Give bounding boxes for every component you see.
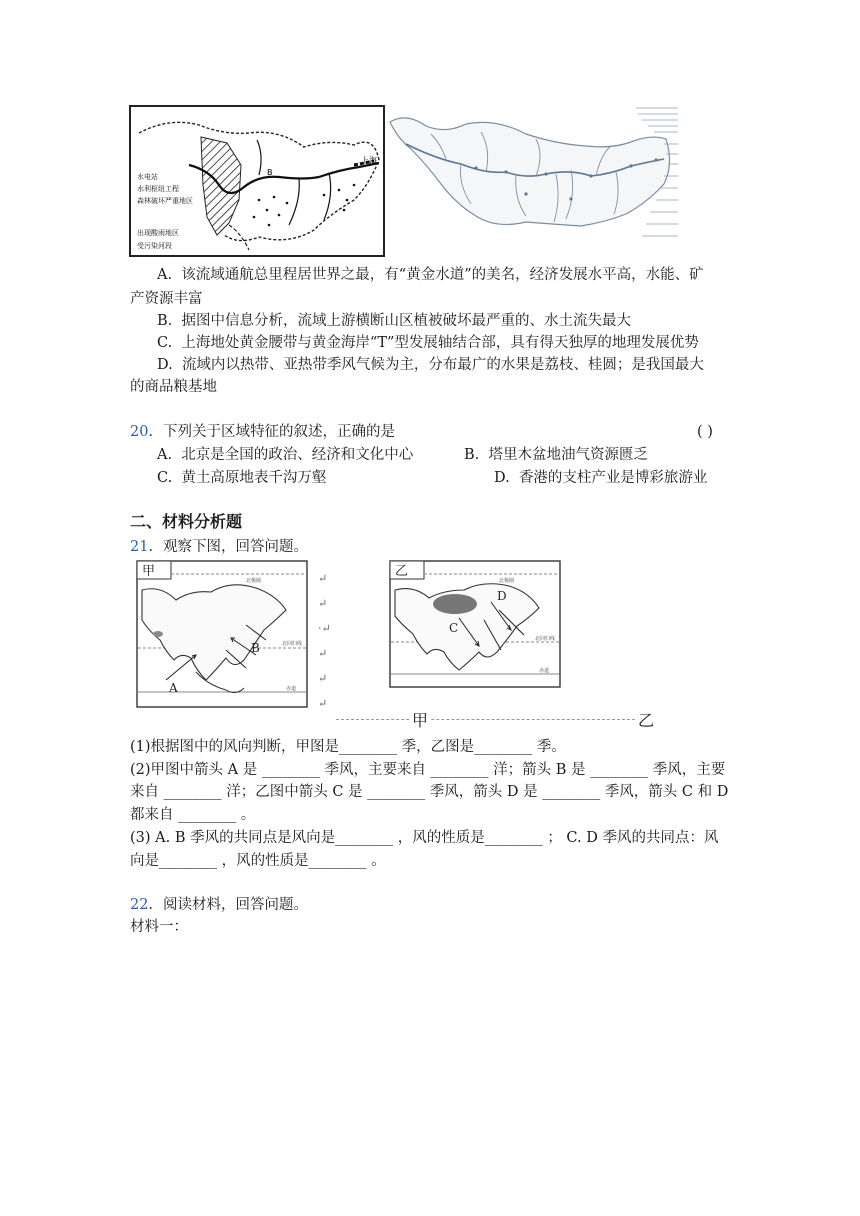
q19-option-a (157, 265, 704, 285)
option-text: 上海地处黄金腰带与黄金海岸“T”型发展轴结合部，具有得天独厚的地理发展优势 (181, 335, 699, 351)
option-text: 塔里木盆地油气资源匮乏 (488, 447, 648, 463)
q19-option-c (157, 333, 699, 353)
option-text: 该流域通航总里程居世界之最，有“黄金水道”的美名，经济发展水平高，水能、矿 (181, 267, 704, 283)
map1-city-label: 上海 (361, 156, 377, 165)
q20-stem: 20．下列关于区域特征的叙述，正确的是 (130, 424, 395, 440)
q21-line-2: (2)甲图中箭头 A 是 ________ 季风，主要来自 ________ 洋；箭头 B 是 ________ 季风，主要 (130, 762, 726, 778)
arctic-circle-label: 北极圈 (499, 578, 515, 584)
option-letter: D. (494, 470, 510, 486)
q21-stem: 21．观察下图，回答问题。 (130, 539, 308, 555)
yangtze-map-left (129, 105, 385, 257)
question-stem: 阅读材料，回答问题。 (162, 897, 308, 913)
option-letter: D. (157, 357, 173, 373)
q20-option-a (157, 445, 413, 465)
option-text: 香港的支柱产业是博彩旅游业 (518, 470, 708, 486)
q20-option-b (464, 445, 648, 465)
option-letter: B. (464, 447, 480, 463)
option-letter: C. (157, 335, 173, 351)
q21-line-1: (1)根据图中的风向判断，甲图是________ 季，乙图是________ 季。 (130, 739, 566, 755)
legend-item-2: 水利枢纽工程 (137, 185, 179, 193)
q22-material: 材料一： (130, 919, 188, 935)
monsoon-map-jia (136, 560, 308, 708)
legend-item-1: 水电站 (137, 173, 158, 181)
question-stem: 观察下图，回答问题。 (162, 539, 308, 555)
equator-label: 赤道 (286, 686, 297, 692)
option-text: 黄土高原地表千沟万壑 (181, 470, 327, 486)
map1-label-b: B (267, 168, 273, 177)
q21-line-4: 都来自 ________ 。 (130, 807, 256, 823)
equator-label: 赤道 (539, 668, 550, 674)
answer-paren: ( ) (697, 424, 713, 440)
q22-stem: 22．阅读材料，回答问题。 (130, 897, 308, 913)
question-number: 22 (130, 897, 149, 913)
option-text: 北京是全国的政治、经济和文化中心 (181, 447, 414, 463)
tropic-label: 北回归线 (535, 636, 556, 642)
option-letter: A. (157, 267, 173, 283)
legend-item-5: 受污染河段 (137, 242, 172, 250)
monsoon-map-yi (389, 560, 561, 688)
q21-line-6: 向是________ ，风的性质是________ 。 (130, 853, 386, 869)
caption-jia: 甲 (410, 708, 430, 731)
map-tag-yi: 乙 (395, 564, 409, 579)
q19-option-a-cont: 产资源丰富 (130, 291, 203, 307)
caption-yi: 乙 (636, 708, 656, 731)
tropic-label: 北回归线 (282, 641, 303, 647)
arrow-label-d: D (497, 589, 507, 603)
caption-divider (336, 719, 640, 720)
q20-option-c (157, 468, 326, 488)
map-tag-jia: 甲 (142, 564, 156, 579)
arrow-label-b: B (251, 641, 260, 655)
question-number: 21 (130, 539, 149, 555)
legend-item-3: 森林破坏严重地区 (137, 197, 193, 205)
yangtze-map-right (386, 104, 681, 244)
arctic-circle-label: 北极圈 (246, 578, 262, 584)
q19-option-d-cont: 的商品粮基地 (130, 379, 217, 395)
q21-line-3: 来自 ________ 洋；乙图中箭头 C 是 ________ 季风，箭头 D 是 ________ 季风，箭头 C 和 D (130, 784, 729, 800)
legend-item-4: 出现酸雨地区 (137, 229, 179, 237)
section-title: 二、材料分析题 (130, 512, 243, 531)
arrow-label-c: C (449, 621, 459, 635)
option-text: 流域内以热带、亚热带季风气候为主，分布最广的水果是荔枝、桂圆；是我国最大 (181, 357, 704, 373)
option-letter: A. (157, 447, 173, 463)
paragraph-marks: ↵ ↵ ·↵ ↵ ↵ ↵ (318, 572, 331, 710)
question-number: 20 (130, 424, 149, 440)
q19-option-b (157, 311, 631, 331)
q20-option-d (494, 468, 707, 488)
q19-option-d (157, 355, 704, 375)
arrow-label-a: A (169, 681, 178, 695)
q21-line-5: (3) A. B 季风的共同点是风向是________ ，风的性质是________ ； C. D 季风的共同点：风 (130, 830, 719, 846)
option-letter: B. (157, 313, 173, 329)
option-text: 据图中信息分析，流域上游横断山区植被破坏最严重的、水土流失最大 (181, 313, 631, 329)
question-stem: 下列关于区域特征的叙述，正确的是 (162, 424, 395, 440)
option-letter: C. (157, 470, 173, 486)
